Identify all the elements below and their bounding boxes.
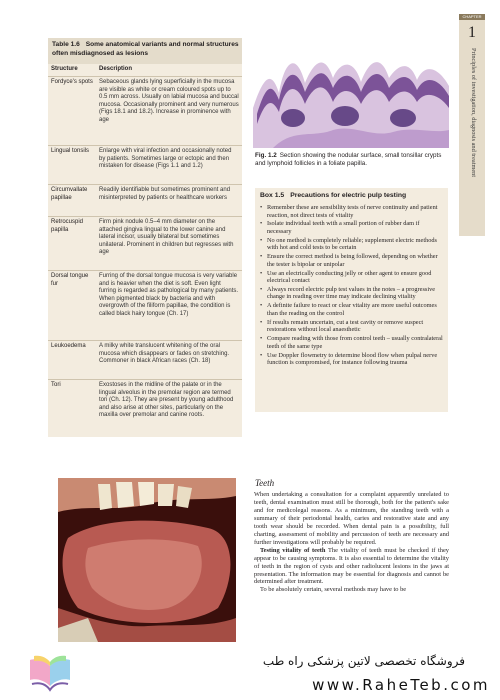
table-title: Some anatomical variants and normal structures often misdiagnosed as lesions xyxy=(52,41,239,57)
box-title xyxy=(260,192,406,199)
row-structure: Circumvallate papillae xyxy=(51,187,88,201)
table-label: Table 1.6 xyxy=(52,41,80,48)
table-row xyxy=(48,379,242,438)
body-text xyxy=(254,491,449,594)
open-book-logo-icon xyxy=(28,650,72,692)
list-item: • No one method is completely reliable; supplement electric methods with hot and cold tests to be certain xyxy=(260,237,445,252)
table-row xyxy=(48,184,242,217)
row-structure: Lingual tonsils xyxy=(51,148,90,154)
paragraph-lead: Testing vitality of teeth xyxy=(260,546,326,554)
column-header-description: Description xyxy=(99,66,133,72)
figure-caption-text: Section showing the nodular surface, small tonsillar crypts and lymphoid follicles in a foliate papilla. xyxy=(255,152,442,167)
list-item: • Always record electric pulp test values in the notes – a progressive change in reading over time may indicate declining vitality xyxy=(260,286,445,301)
box-title-text: Precautions for electric pulp testing xyxy=(290,192,407,199)
row-description: Firm pink nodule 0.5–4 mm diameter on the attached gingiva lingual to the lower canine and lateral incisor, usually bilateral but sometimes unilateral. Prominent in children but regresses with age xyxy=(99,219,234,256)
table-row xyxy=(48,270,242,341)
chapter-number: 1 xyxy=(468,24,476,41)
list-item: • Remember these are sensibility tests of nerve continuity and patient reaction, not direct tests of vitality xyxy=(260,204,445,219)
footer-url[interactable]: www.RaheTeb.com xyxy=(312,676,490,694)
row-description: Furring of the dorsal tongue mucosa is very variable and is heavier when the diet is soft. Even light furring is regarded as pathological by many patients. When pigmented black by bacteria and with overgrowth of the filiform papillae, the condition is called black hairy tongue (Ch. 17) xyxy=(99,273,239,317)
paragraph-text: The vitality of teeth must be checked if they appear to be causing symptoms. It is also essential to determine the vitality of teeth in the region of cysts and other radiolucent lesions in the jaws at presentation. The information may be essential for diagnosis and cannot be determined after treatment. xyxy=(254,546,449,586)
row-description: Sebaceous glands lying superficially in the mucosa are visible as white or cream coloured spots up to 0.5 mm across. Usually on labial mucosa and buccal mucosa. Occasionally prominent and very numerous (Figs 18.1 and 18.2). Increase in prominence with age xyxy=(99,79,239,123)
list-item: • Use an electrically conducting jelly or other agent to ensure good electrical contact xyxy=(260,270,445,285)
table-row xyxy=(48,216,242,271)
figure-label: Fig. 1.2 xyxy=(255,152,277,159)
table-column-headers xyxy=(48,65,242,75)
table-row xyxy=(48,76,242,146)
table-row xyxy=(48,145,242,185)
paragraph xyxy=(254,547,449,587)
row-structure: Dorsal tongue fur xyxy=(51,273,89,287)
table-row xyxy=(48,340,242,380)
row-structure: Fordyce's spots xyxy=(51,79,93,85)
list-item: • Ensure the correct method is being followed, depending on whether the tester is bipolar or unipolar xyxy=(260,253,445,268)
column-header-structure: Structure xyxy=(51,66,78,72)
anatomical-variants-table xyxy=(48,38,242,437)
row-description: Exostoses in the midline of the palate or in the lingual alveolus in the premolar region are termed tori (Ch. 12). They are present by young adulthood and also arise at other sites, particularly on the maxilla over premolar and canine roots. xyxy=(99,382,234,419)
list-item: • Compare reading with those from control teeth – usually contralateral teeth of the same type xyxy=(260,335,445,350)
paragraph: To be absolutely certain, several methods may have to be xyxy=(260,586,407,594)
list-item: • Isolate individual teeth with a small portion of rubber dam if necessary xyxy=(260,220,445,235)
footer-persian-text: فروشگاه تخصصی لاتین پزشکی راه طب xyxy=(262,654,465,668)
chapter-title: Principles of investigation, diagnosis and treatment xyxy=(470,48,477,178)
histology-micrograph xyxy=(253,38,449,148)
row-structure: Leukoedema xyxy=(51,343,86,349)
chapter-label: CHAPTER xyxy=(462,14,482,19)
list-item: • A definite failure to react or clear vitality are more useful outcomes than the reading on the control xyxy=(260,302,445,317)
row-structure: Tori xyxy=(51,382,61,388)
table-header xyxy=(48,38,242,64)
row-structure: Retrocuspid papilla xyxy=(51,219,84,233)
table-caption xyxy=(52,41,240,58)
row-description: Readily identifiable but sometimes prominent and misinterpreted by patients or healthcare workers xyxy=(99,187,231,201)
section-heading: Teeth xyxy=(255,478,275,488)
box-label: Box 1.5 xyxy=(260,192,285,199)
list-item: • Use Doppler flowmetry to determine blood flow when pulpal nerve function is compromised, for instance following trauma xyxy=(260,352,445,367)
figure-caption xyxy=(255,152,447,168)
row-description: A milky white translucent whitening of the oral mucosa which disappears or fades on stretching. Commoner in black African races (Ch. 18) xyxy=(99,343,230,365)
list-item: • If results remain uncertain, cut a test cavity or remove suspect restorations without local anaesthetic xyxy=(260,319,445,334)
row-description: Enlarge with viral infection and occasionally noted by patients. Sometimes large or ectopic and then mistaken for disease (Figs 1.1 and 1.2) xyxy=(99,148,232,170)
pulp-testing-box xyxy=(255,188,448,412)
oral-photograph xyxy=(58,478,236,642)
paragraph: When undertaking a consultation for a complaint apparently unrelated to teeth, dental examination must still be thorough, both for the patient's sake and for medicolegal reasons. As a minimum, the standing teeth with a summary of their periodontal health, caries and restorative state and any tooth wear should be recorded. When dental pain is a possibility, full charting, assessment of mobility and percussion of teeth are necessary and further investigations will probably be required. xyxy=(254,491,449,546)
precautions-list xyxy=(260,204,445,368)
